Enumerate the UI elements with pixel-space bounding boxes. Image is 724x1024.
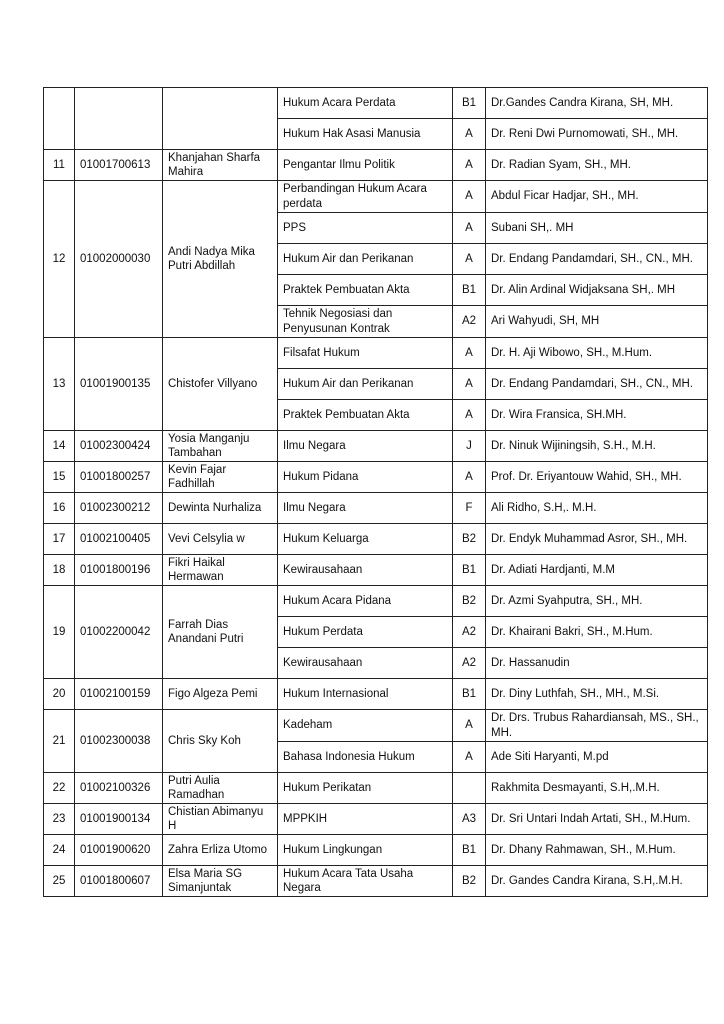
table-body: [44, 88, 708, 897]
student-id: 01001700613: [75, 150, 163, 181]
lecturer-name: Dr. Endang Pandamdari, SH., CN., MH.: [486, 369, 708, 400]
student-id: 01001900134: [75, 804, 163, 835]
lecturer-name: Dr. Sri Untari Indah Artati, SH., M.Hum.: [486, 804, 708, 835]
course-name: Hukum Acara Perdata: [278, 88, 453, 119]
class-code: A: [453, 462, 486, 493]
course-name: Hukum Perdata: [278, 617, 453, 648]
lecturer-name: Dr. Hassanudin: [486, 648, 708, 679]
table-row: [44, 150, 708, 181]
class-code: A: [453, 369, 486, 400]
student-name: Farrah Dias Anandani Putri: [163, 586, 278, 679]
table-row: [44, 524, 708, 555]
course-name: Hukum Pidana: [278, 462, 453, 493]
row-number: [44, 88, 75, 150]
row-number: 19: [44, 586, 75, 679]
class-code: J: [453, 431, 486, 462]
student-id: 01002300038: [75, 710, 163, 773]
row-number: 15: [44, 462, 75, 493]
lecturer-name: Dr. Alin Ardinal Widjaksana SH,. MH: [486, 275, 708, 306]
class-code: B1: [453, 835, 486, 866]
lecturer-name: Ade Siti Haryanti, M.pd: [486, 742, 708, 773]
course-name: Filsafat Hukum: [278, 338, 453, 369]
lecturer-name: Dr. Khairani Bakri, SH., M.Hum.: [486, 617, 708, 648]
course-name: Hukum Air dan Perikanan: [278, 244, 453, 275]
row-number: 24: [44, 835, 75, 866]
lecturer-name: Dr. Drs. Trubus Rahardiansah, MS., SH., MH.: [486, 710, 708, 742]
table-row: [44, 773, 708, 804]
class-code: A: [453, 119, 486, 150]
class-code: A: [453, 338, 486, 369]
lecturer-name: Dr. Endyk Muhammad Asror, SH., MH.: [486, 524, 708, 555]
row-number: 23: [44, 804, 75, 835]
course-name: Praktek Pembuatan Akta: [278, 275, 453, 306]
course-name: Hukum Acara Pidana: [278, 586, 453, 617]
student-name: Chris Sky Koh: [163, 710, 278, 773]
table-row: [44, 338, 708, 369]
lecturer-name: Dr. Wira Fransica, SH.MH.: [486, 400, 708, 431]
row-number: 21: [44, 710, 75, 773]
class-code: B1: [453, 275, 486, 306]
course-name: Tehnik Negosiasi dan Penyusunan Kontrak: [278, 306, 453, 338]
student-name: Chistian Abimanyu H: [163, 804, 278, 835]
student-name: [163, 88, 278, 150]
lecturer-name: Ari Wahyudi, SH, MH: [486, 306, 708, 338]
row-number: 22: [44, 773, 75, 804]
table-row: [44, 710, 708, 742]
lecturer-name: Prof. Dr. Eriyantouw Wahid, SH., MH.: [486, 462, 708, 493]
table-row: [44, 493, 708, 524]
student-id: 01001800196: [75, 555, 163, 586]
student-name: Kevin Fajar Fadhillah: [163, 462, 278, 493]
course-name: Hukum Hak Asasi Manusia: [278, 119, 453, 150]
table-row: [44, 586, 708, 617]
student-name: Dewinta Nurhaliza: [163, 493, 278, 524]
course-name: Praktek Pembuatan Akta: [278, 400, 453, 431]
lecturer-name: Dr. Radian Syam, SH., MH.: [486, 150, 708, 181]
course-name: Pengantar Ilmu Politik: [278, 150, 453, 181]
course-name: Hukum Perikatan: [278, 773, 453, 804]
lecturer-name: Ali Ridho, S.H,. M.H.: [486, 493, 708, 524]
row-number: 12: [44, 181, 75, 338]
class-code: B1: [453, 555, 486, 586]
student-id: 01002100326: [75, 773, 163, 804]
table-row: [44, 431, 708, 462]
student-name: Vevi Celsylia w: [163, 524, 278, 555]
class-code: A3: [453, 804, 486, 835]
student-name: Figo Algeza Pemi: [163, 679, 278, 710]
table-row: [44, 462, 708, 493]
course-name: Hukum Acara Tata Usaha Negara: [278, 866, 453, 897]
student-name: Elsa Maria SG Simanjuntak: [163, 866, 278, 897]
class-code: A: [453, 244, 486, 275]
class-code: B1: [453, 88, 486, 119]
lecturer-name: Dr. Endang Pandamdari, SH., CN., MH.: [486, 244, 708, 275]
course-name: Ilmu Negara: [278, 431, 453, 462]
table-row: [44, 88, 708, 119]
course-name: Perbandingan Hukum Acara perdata: [278, 181, 453, 213]
student-id: 01001900620: [75, 835, 163, 866]
row-number: 11: [44, 150, 75, 181]
course-name: MPPKIH: [278, 804, 453, 835]
course-name: Kadeham: [278, 710, 453, 742]
lecturer-name: Dr. Dhany Rahmawan, SH., M.Hum.: [486, 835, 708, 866]
lecturer-name: Dr. Gandes Candra Kirana, S.H,.M.H.: [486, 866, 708, 897]
course-name: Kewirausahaan: [278, 648, 453, 679]
class-code: B1: [453, 679, 486, 710]
lecturer-name: Dr. Diny Luthfah, SH., MH., M.Si.: [486, 679, 708, 710]
class-code: A: [453, 213, 486, 244]
course-name: Hukum Keluarga: [278, 524, 453, 555]
student-name: Putri Aulia Ramadhan: [163, 773, 278, 804]
lecturer-name: Dr. Ninuk Wijiningsih, S.H., M.H.: [486, 431, 708, 462]
course-name: Hukum Internasional: [278, 679, 453, 710]
class-code: A2: [453, 617, 486, 648]
course-name: Ilmu Negara: [278, 493, 453, 524]
lecturer-name: Abdul Ficar Hadjar, SH., MH.: [486, 181, 708, 213]
student-id: 01002100405: [75, 524, 163, 555]
table-row: [44, 804, 708, 835]
class-code: A: [453, 742, 486, 773]
student-name: Andi Nadya Mika Putri Abdillah: [163, 181, 278, 338]
table-row: [44, 181, 708, 213]
course-name: Hukum Lingkungan: [278, 835, 453, 866]
class-code: F: [453, 493, 486, 524]
table-row: [44, 866, 708, 897]
lecturer-name: Dr. Reni Dwi Purnomowati, SH., MH.: [486, 119, 708, 150]
class-code: A: [453, 150, 486, 181]
student-id: 01001800257: [75, 462, 163, 493]
student-name: Yosia Manganju Tambahan: [163, 431, 278, 462]
row-number: 14: [44, 431, 75, 462]
student-name: Zahra Erliza Utomo: [163, 835, 278, 866]
class-code: B2: [453, 586, 486, 617]
lecturer-name: Rakhmita Desmayanti, S.H,.M.H.: [486, 773, 708, 804]
lecturer-name: Dr.Gandes Candra Kirana, SH, MH.: [486, 88, 708, 119]
row-number: 25: [44, 866, 75, 897]
table-row: [44, 835, 708, 866]
table-row: [44, 679, 708, 710]
class-code: [453, 773, 486, 804]
student-id: 01002000030: [75, 181, 163, 338]
student-id: 01001800607: [75, 866, 163, 897]
row-number: 18: [44, 555, 75, 586]
student-id: 01002200042: [75, 586, 163, 679]
row-number: 17: [44, 524, 75, 555]
class-code: A: [453, 181, 486, 213]
class-code: B2: [453, 866, 486, 897]
class-code: A2: [453, 306, 486, 338]
lecturer-name: Dr. H. Aji Wibowo, SH., M.Hum.: [486, 338, 708, 369]
row-number: 20: [44, 679, 75, 710]
course-name: Hukum Air dan Perikanan: [278, 369, 453, 400]
class-code: A: [453, 710, 486, 742]
row-number: 13: [44, 338, 75, 431]
lecturer-name: Dr. Adiati Hardjanti, M.M: [486, 555, 708, 586]
student-name: Fikri Haikal Hermawan: [163, 555, 278, 586]
student-id: 01002100159: [75, 679, 163, 710]
student-id: 01002300424: [75, 431, 163, 462]
student-name: Chistofer Villyano: [163, 338, 278, 431]
student-id: 01002300212: [75, 493, 163, 524]
lecturer-name: Dr. Azmi Syahputra, SH., MH.: [486, 586, 708, 617]
row-number: 16: [44, 493, 75, 524]
class-code: B2: [453, 524, 486, 555]
lecturer-name: Subani SH,. MH: [486, 213, 708, 244]
student-id: [75, 88, 163, 150]
student-id: 01001900135: [75, 338, 163, 431]
class-code: A: [453, 400, 486, 431]
table-row: [44, 555, 708, 586]
course-name: PPS: [278, 213, 453, 244]
schedule-table: [43, 87, 708, 897]
course-name: Kewirausahaan: [278, 555, 453, 586]
class-code: A2: [453, 648, 486, 679]
student-name: Khanjahan Sharfa Mahira: [163, 150, 278, 181]
course-name: Bahasa Indonesia Hukum: [278, 742, 453, 773]
